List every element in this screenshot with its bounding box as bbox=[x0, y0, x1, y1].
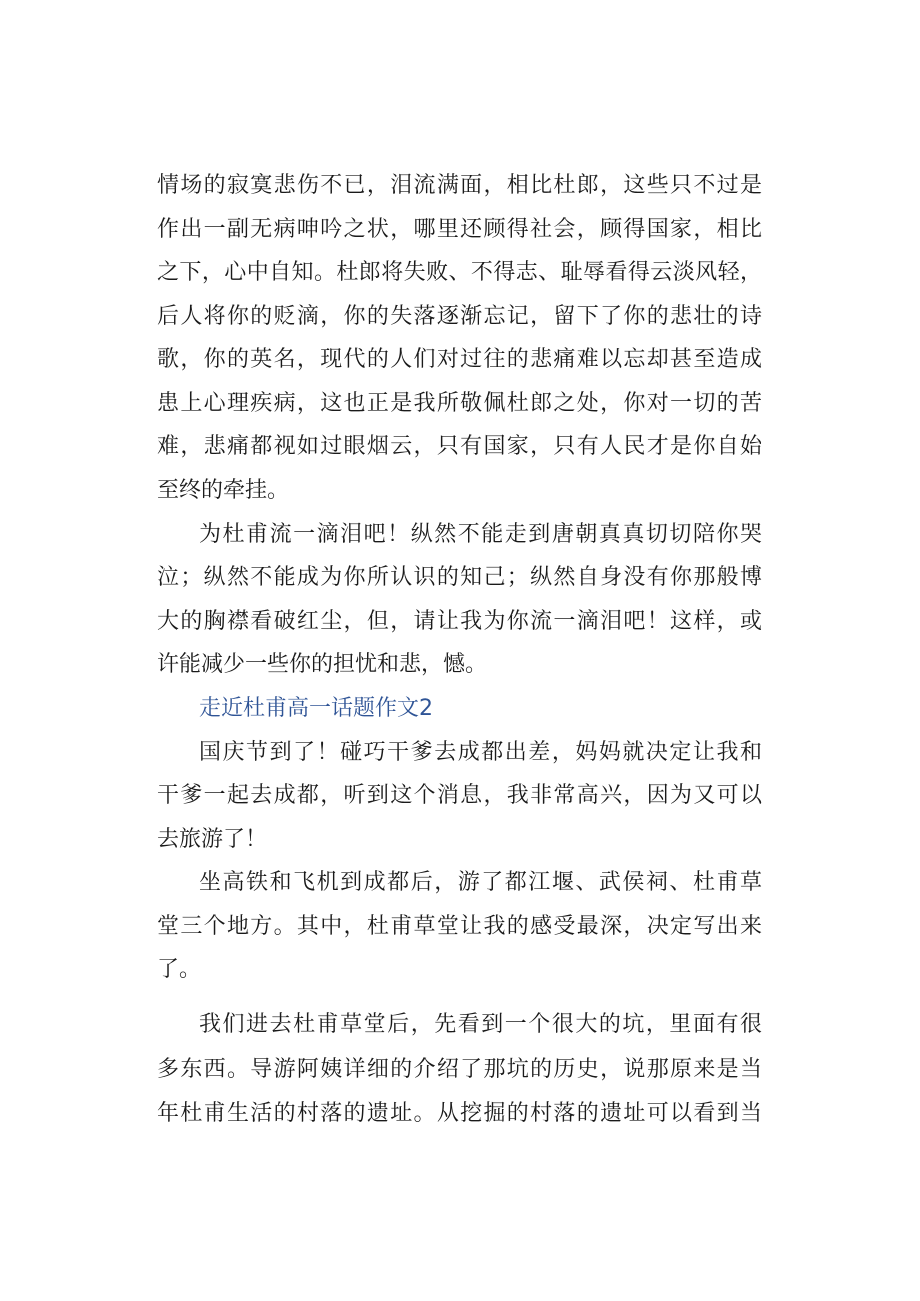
paragraph-first-line: 坐高铁和飞机到成都后，游了都江堰、武侯祠、杜甫草 bbox=[199, 870, 762, 895]
paragraph-first-line: 国庆节到了！碰巧干爹去成都出差，妈妈就决定让我和 bbox=[199, 740, 762, 765]
section-heading: 走近杜甫高一话题作文2 bbox=[199, 696, 433, 721]
text-line: 大的胸襟看破红尘，但，请让我为你流一滴泪吧！这样，或 bbox=[157, 609, 762, 634]
paragraph-first-line: 为杜甫流一滴泪吧！纵然不能走到唐朝真真切切陪你哭 bbox=[199, 522, 762, 547]
text-line: 难，悲痛都视如过眼烟云，只有国家，只有人民才是你自始 bbox=[157, 434, 762, 459]
text-line: 许能减少一些你的担忧和悲，憾。 bbox=[157, 652, 488, 677]
text-line: 堂三个地方。其中，杜甫草堂让我的感受最深，决定写出来 bbox=[157, 914, 762, 939]
text-line: 之下，心中自知。杜郎将失败、不得志、耻辱看得云淡风轻， bbox=[157, 260, 762, 285]
text-line: 患上心理疾病，这也正是我所敬佩杜郎之处，你对一切的苦 bbox=[157, 391, 762, 416]
text-line: 歌，你的英名，现代的人们对过往的悲痛难以忘却甚至造成 bbox=[157, 347, 762, 372]
text-line: 情场的寂寞悲伤不已，泪流满面，相比杜郎，这些只不过是 bbox=[157, 173, 762, 198]
text-line: 多东西。导游阿姨详细的介绍了那坑的历史，说那原来是当 bbox=[157, 1057, 762, 1082]
text-line: 干爹一起去成都，听到这个消息，我非常高兴，因为又可以 bbox=[157, 783, 762, 808]
text-line: 至终的牵挂。 bbox=[157, 478, 290, 503]
paragraph-first-line: 我们进去杜甫草堂后，先看到一个很大的坑，里面有很 bbox=[199, 1012, 762, 1037]
text-line: 泣；纵然不能成为你所认识的知己；纵然自身没有你那般博 bbox=[157, 565, 762, 590]
text-line: 了。 bbox=[157, 957, 202, 982]
text-line: 作出一副无病呻吟之状，哪里还顾得社会，顾得国家，相比 bbox=[157, 217, 762, 242]
text-line: 年杜甫生活的村落的遗址。从挖掘的村落的遗址可以看到当 bbox=[157, 1101, 762, 1126]
text-line: 去旅游了！ bbox=[157, 827, 268, 852]
text-line: 后人将你的贬滴，你的失落逐渐忘记，留下了你的悲壮的诗 bbox=[157, 304, 762, 329]
